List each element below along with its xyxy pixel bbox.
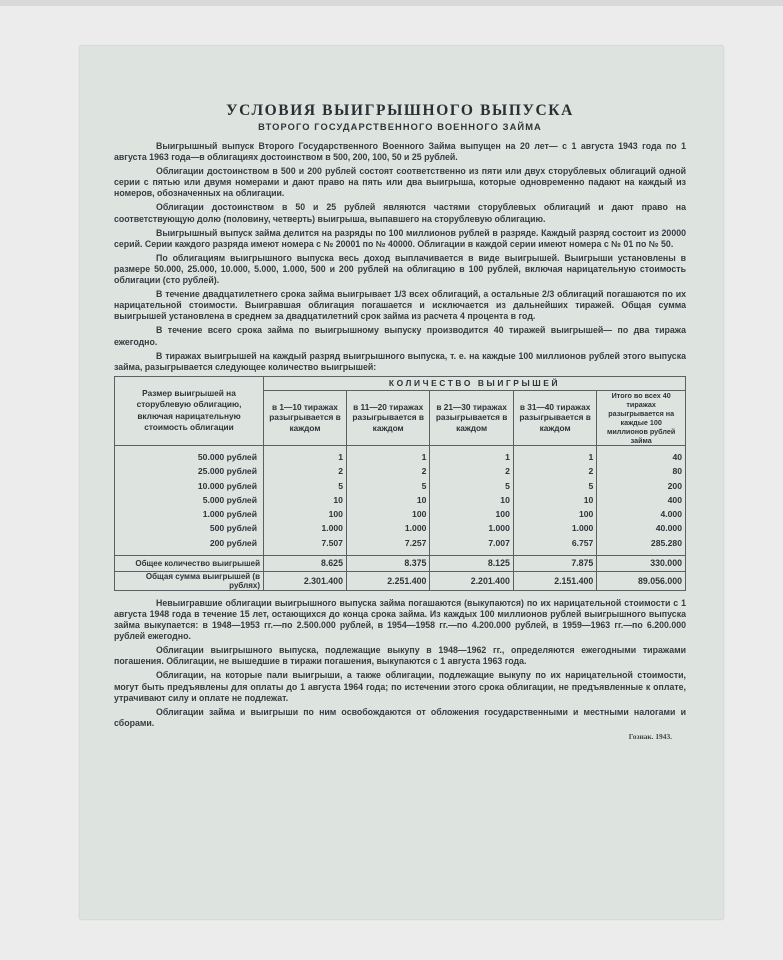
row-label: 10.000 рублей: [115, 478, 264, 492]
table-cell: 7.875: [513, 555, 596, 571]
paragraph-winnings: По облигациям выигрышного выпуска весь доход выплачивается в виде выигрышей. Выигрыши установлены в размере 50.000, 25.000, 10.000, 5.000, 1.000, 500 и 200 рублей на облигацию в 100 рублей, включая нарицательную стоимость облигации (сто рублей).: [114, 252, 686, 286]
table-row: [115, 521, 686, 535]
document-title: УСЛОВИЯ ВЫИГРЫШНОГО ВЫПУСКА: [226, 102, 574, 119]
table-cell: 400: [597, 493, 686, 507]
table-cell: 10: [264, 493, 347, 507]
table-cell: 1.000: [430, 521, 513, 535]
paragraph-draws: В течение всего срока займа по выигрышному выпуску производится 40 тиражей выигрышей— по два тиража ежегодно.: [114, 325, 686, 347]
table-cell: 1.000: [513, 521, 596, 535]
table-cell: 1: [430, 445, 513, 464]
column-header: в 11—20 тиражах разыгрывается в каждом: [346, 390, 429, 445]
scan-background-strip: [0, 0, 783, 6]
table-cell: 89.056.000: [597, 571, 686, 590]
column-header: в 21—30 тиражах разыгрывается в каждом: [430, 390, 513, 445]
table-cell: 1: [346, 445, 429, 464]
table-cell: 10: [513, 493, 596, 507]
table-cell: 2.251.400: [346, 571, 429, 590]
bond-back-sheet: [80, 46, 723, 919]
table-cell: 100: [430, 507, 513, 521]
printer-imprint: Гознак. 1943.: [628, 731, 672, 741]
paragraph-term: Выигрышный выпуск Второго Государственного Военного Займа выпущен на 20 лет— с 1 августа 1943 года по 1 августа 1963 года—в облигациях достоинством в 500, 200, 100, 50 и 25 рублей.: [114, 141, 686, 163]
size-column-header: Размер выигрышей на сторублевую облигацию, включая нарицательную стоимость облигации: [115, 376, 264, 445]
row-label: 200 рублей: [115, 536, 264, 556]
column-header: в 31—40 тиражах разыгрывается в каждом: [513, 390, 596, 445]
column-header: в 1—10 тиражах разыгрывается в каждом: [264, 390, 347, 445]
table-cell: 2.151.400: [513, 571, 596, 590]
table-cell: 2.301.400: [264, 571, 347, 590]
total-sum-row: [115, 571, 686, 590]
quantity-header: КОЛИЧЕСТВО ВЫИГРЫШЕЙ: [264, 376, 686, 390]
table-cell: 7.257: [346, 536, 429, 556]
table-cell: 1.000: [264, 521, 347, 535]
table-cell: 1.000: [346, 521, 429, 535]
table-cell: 10: [430, 493, 513, 507]
paragraph-redemption: Невыигравшие облигации выигрышного выпуска займа погашаются (выкупаются) по их нарицательной стоимости с 1 августа 1948 года в течение 15 лет, остающихся до конца срока займа. Из каждых 100 миллионов рублей выигрышного выпуска займа выкупается: в 1948—1953 гг.—по 2.500.000 рублей, в 1954—1958 гг.—по 4.200.000 рублей, в 1959—1963 гг.—по 6.200.000 рублей ежегодно.: [114, 597, 686, 642]
table-row: [115, 464, 686, 478]
table-cell: 285.280: [597, 536, 686, 556]
table-cell: 40: [597, 445, 686, 464]
total-column-header: Итого во всех 40 тиражах разыгрывается на каждые 100 миллионов рублей займа: [597, 390, 686, 445]
table-cell: 330.000: [597, 555, 686, 571]
row-label: 25.000 рублей: [115, 464, 264, 478]
table-cell: 1: [264, 445, 347, 464]
table-row: [115, 536, 686, 556]
paragraph-denominations: Облигации достоинством в 500 и 200 рублей состоят соответственно из пяти или двух сторублевых облигаций одной серии с пятью или двумя номерами и дают право на пять или два выигрыша, которые одновременно падают на каждый из номеров, обозначенных на облигации.: [114, 166, 686, 199]
table-cell: 8.125: [430, 555, 513, 571]
table-cell: 7.007: [430, 536, 513, 556]
total-count-row: [115, 555, 686, 571]
table-row: [115, 507, 686, 521]
table-cell: 8.625: [264, 555, 347, 571]
table-cell: 4.000: [597, 507, 686, 521]
paragraph-share: В течение двадцатилетнего срока займа выигрывает 1/3 всех облигаций, а остальные 2/3 облигаций погашаются по их нарицательной стоимости. Выигравшая облигация погашается и исключается из дальнейших тиражей. Общая сумма выигрышей установлена в среднем за двадцатилетний срок займа из расчета 4 процента в год.: [114, 289, 686, 322]
table-cell: 200: [597, 478, 686, 492]
table-cell: 2: [430, 464, 513, 478]
table-row: [115, 478, 686, 492]
row-label: Общее количество выигрышей: [115, 555, 264, 571]
table-cell: 2.201.400: [430, 571, 513, 590]
table-cell: 5: [513, 478, 596, 492]
row-label: 50.000 рублей: [115, 445, 264, 464]
row-label: Общая сумма выигрышей (в рублях): [115, 571, 264, 590]
table-cell: 8.375: [346, 555, 429, 571]
paragraph-redemption-draws: Облигации выигрышного выпуска, подлежащие выкупу в 1948—1962 гг., определяются ежегодными тиражами погашения. Облигации, не вышедшие в тиражи погашения, выкупаются с 1 августа 1963 года.: [114, 645, 686, 667]
table-row: [115, 445, 686, 464]
paragraph-tax-exemption: Облигации займа и выигрыши по ним освобождаются от обложения государственными и местными налогами и сборами.: [114, 706, 686, 728]
paragraph-payment-deadline: Облигации, на которые пали выигрыши, а также облигации, подлежащие выкупу по их нарицательной стоимости, могут быть предъявлены для оплаты до 1 августа 1964 года; по истечении этого срока облигации, не предъявленные к оплате, утрачивают силу и оплате не подлежат.: [114, 670, 686, 703]
table-cell: 80: [597, 464, 686, 478]
table-cell: 5: [346, 478, 429, 492]
table-cell: 2: [513, 464, 596, 478]
table-cell: 10: [346, 493, 429, 507]
table-cell: 100: [264, 507, 347, 521]
table-cell: 2: [264, 464, 347, 478]
row-label: 1.000 рублей: [115, 507, 264, 521]
table-cell: 2: [346, 464, 429, 478]
conditions-text: [114, 102, 686, 741]
row-label: 500 рублей: [115, 521, 264, 535]
paragraph-categories: Выигрышный выпуск займа делится на разряды по 100 миллионов рублей в разряде. Каждый разряд состоит из 20000 серий. Серии каждого разряда имеют номера с № 20001 по № 40000. Облигации в каждой серии имеют номера с № 01 по № 50.: [114, 227, 686, 249]
table-cell: 1: [513, 445, 596, 464]
row-label: 5.000 рублей: [115, 493, 264, 507]
winnings-table: [114, 376, 686, 591]
table-cell: 6.757: [513, 536, 596, 556]
table-row: [115, 493, 686, 507]
paragraph-table-intro: В тиражах выигрышей на каждый разряд выигрышного выпуска, т. е. на каждые 100 миллионов рублей этого выпуска займа, разыгрывается следующее количество выигрышей:: [114, 350, 686, 372]
paragraph-fractions: Облигации достоинством в 50 и 25 рублей являются частями сторублевых облигаций и дают право на соответствующую долю (половину, четверть) выигрыша, выпавшего на сторублевую облигацию.: [114, 202, 686, 224]
table-cell: 5: [430, 478, 513, 492]
table-cell: 100: [513, 507, 596, 521]
table-cell: 40.000: [597, 521, 686, 535]
table-cell: 7.507: [264, 536, 347, 556]
table-cell: 100: [346, 507, 429, 521]
document-subtitle: ВТОРОГО ГОСУДАРСТВЕННОГО ВОЕННОГО ЗАЙМА: [258, 122, 542, 132]
table-cell: 5: [264, 478, 347, 492]
